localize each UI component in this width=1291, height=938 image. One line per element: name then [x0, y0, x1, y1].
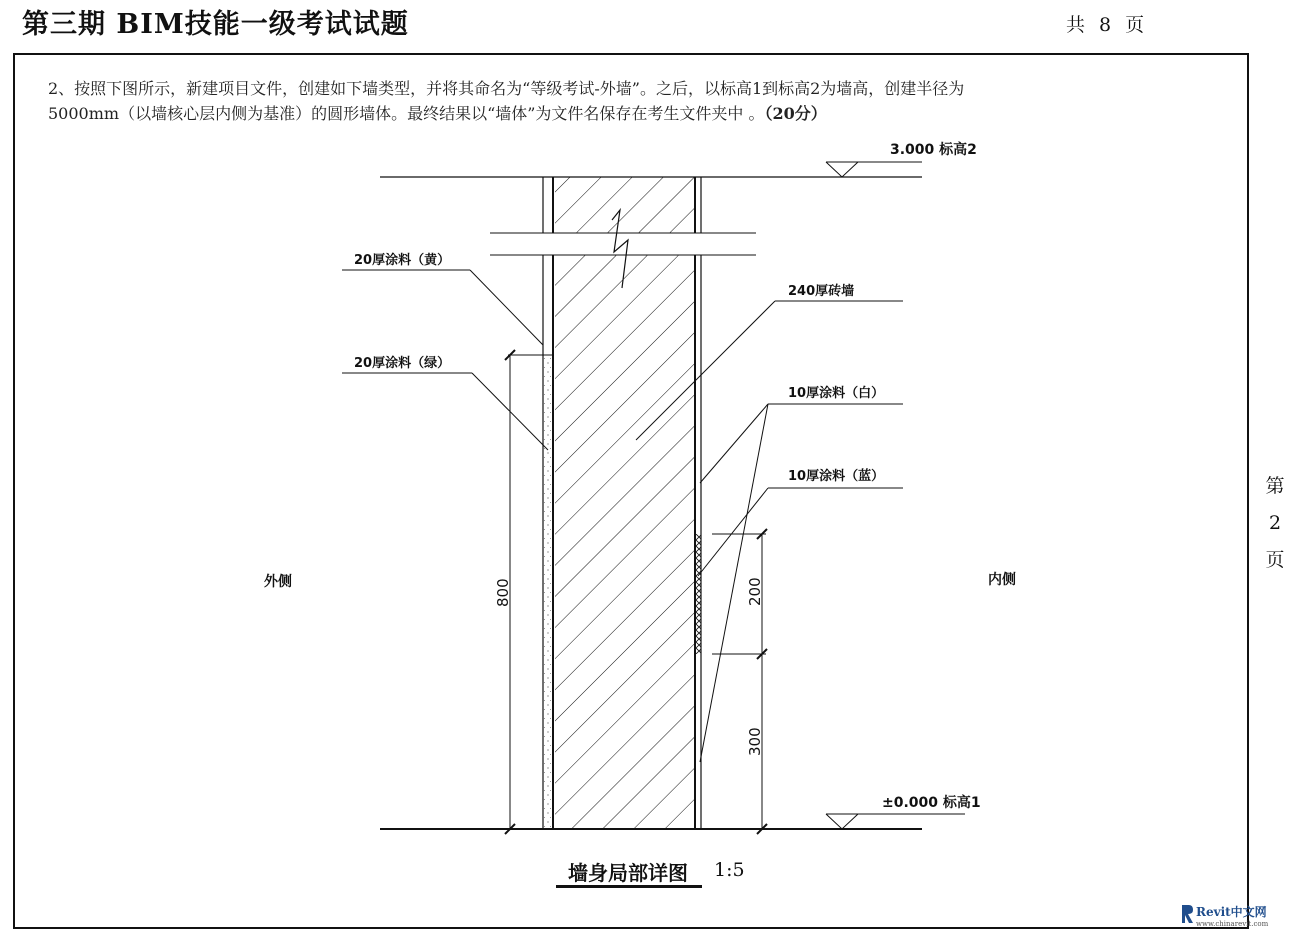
- label-paint-blue: 10厚涂料（蓝）: [788, 469, 885, 484]
- level-top: [380, 162, 922, 177]
- label-paint-yellow: 20厚涂料（黄）: [354, 253, 451, 268]
- caption-underline: [556, 885, 702, 888]
- page-number: 第 2 页: [1265, 475, 1285, 571]
- side-outer-label: 外侧: [264, 574, 292, 590]
- level-top-label: 3.000 标高2: [890, 142, 977, 158]
- dimension-outer-value: 800: [494, 578, 512, 607]
- logo-url: www.chinarevit.com: [1196, 920, 1269, 928]
- side-inner-label: 内侧: [988, 572, 1016, 588]
- brick-core: [555, 177, 695, 829]
- question-points: （20分）: [764, 104, 827, 123]
- logo-name: Revit中文网: [1196, 905, 1267, 919]
- revit-logo-icon: [1180, 904, 1194, 924]
- total-pages: 共 8 页: [1066, 14, 1145, 36]
- dimension-inner-upper-value: 200: [746, 577, 764, 606]
- paint-green-layer: [543, 355, 553, 829]
- level-bottom-label: ±0.000 标高1: [882, 795, 981, 811]
- question-line-2-text: 5000mm（以墙核心层内侧为基准）的圆形墙体。最终结果以“墙体”为文件名保存在考生文件夹中 。: [48, 104, 765, 123]
- drawing-caption: 墙身局部详图: [568, 861, 688, 885]
- dimension-inner-lower-value: 300: [746, 727, 764, 756]
- watermark-logo: [1196, 903, 1268, 928]
- dimension-inner: [712, 529, 767, 834]
- document-title: 第三期 BIM技能一级考试试题: [22, 9, 409, 40]
- label-paint-green: 20厚涂料（绿）: [354, 356, 451, 371]
- drawing-scale: 1:5: [714, 859, 745, 881]
- label-brick: 240厚砖墙: [788, 284, 855, 299]
- label-paint-white: 10厚涂料（白）: [788, 386, 885, 401]
- question-line-1: 2、按照下图所示，新建项目文件，创建如下墙类型，并将其命名为“等级考试-外墙”。之后，以标高1到标高2为墙高，创建半径为: [48, 79, 965, 98]
